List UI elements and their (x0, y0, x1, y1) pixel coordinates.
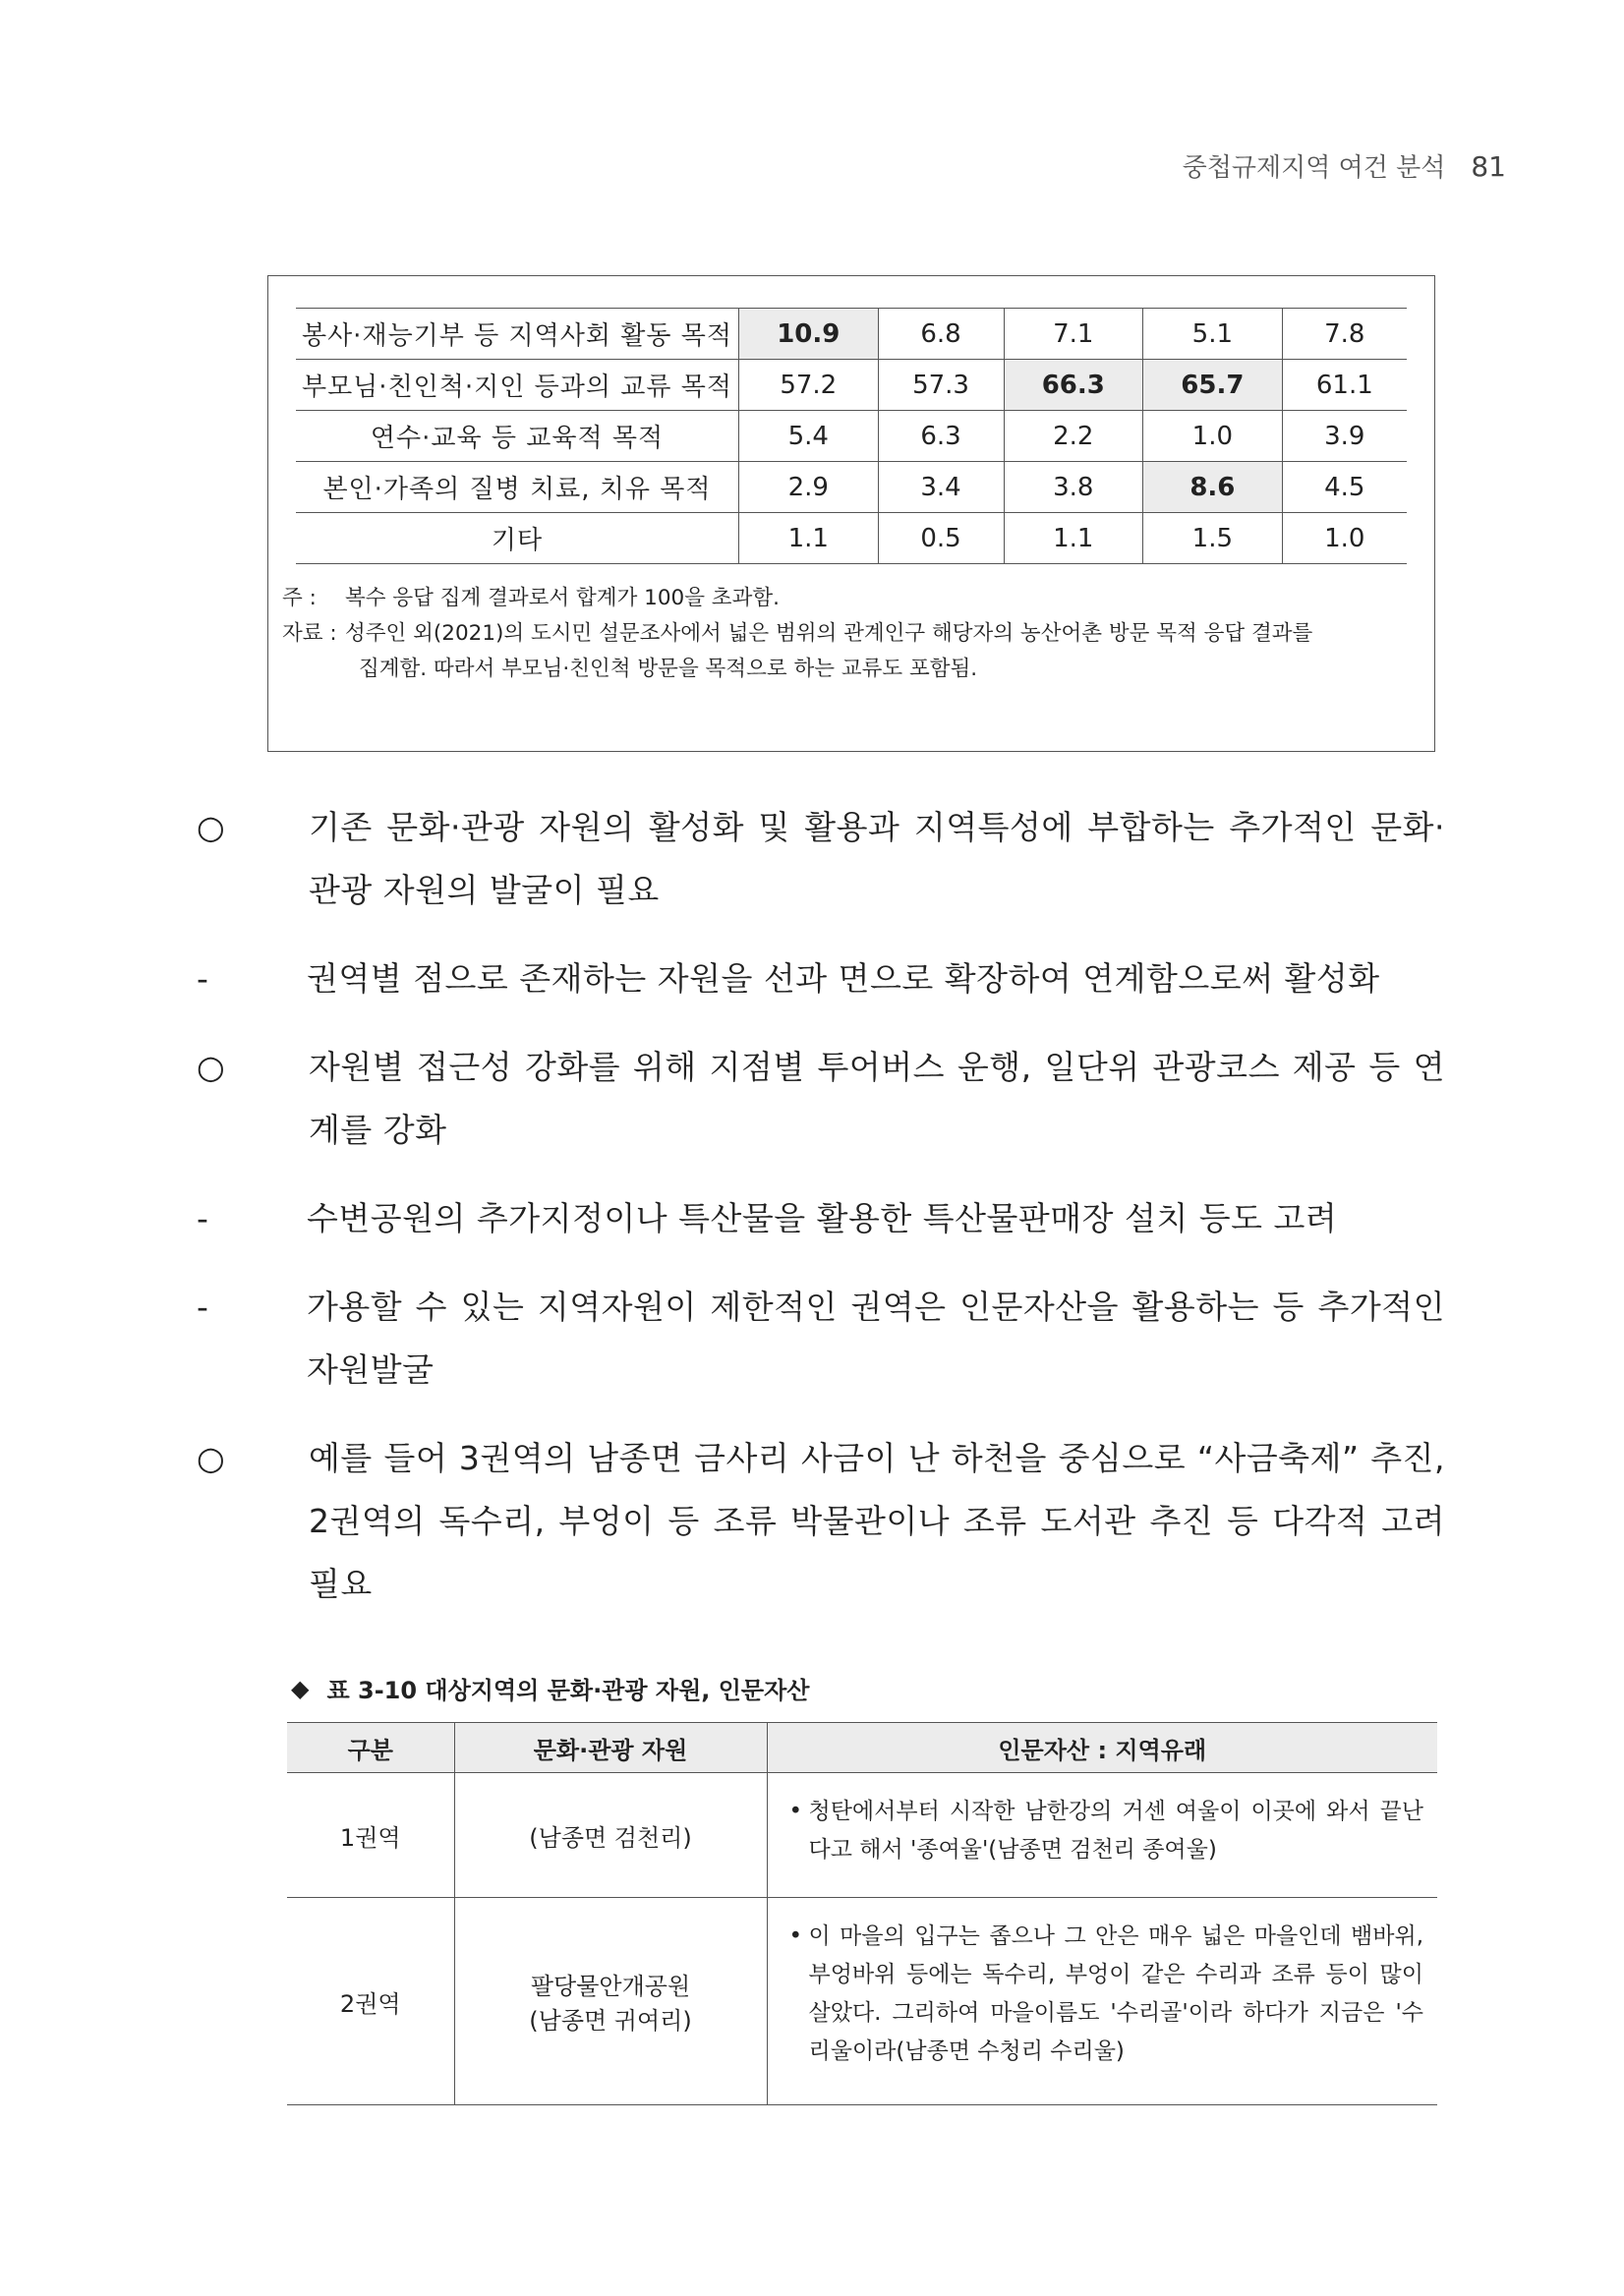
value-cell: 3.4 (878, 462, 1004, 513)
value-cell: 1.5 (1143, 513, 1283, 564)
source-text-2: 집계함. 따라서 부모님·친인척 방문을 목적으로 하는 교류도 포함됨. (359, 657, 978, 681)
page-number: 81 (1471, 150, 1506, 183)
value-cell: 7.8 (1282, 309, 1407, 360)
paragraph-6 (197, 1427, 1445, 1616)
table-row (296, 462, 1407, 513)
row-label: 봉사·재능기부 등 지역사회 활동 목적 (296, 309, 739, 360)
resource-line-2: (남종면 귀여리) (529, 2007, 692, 2035)
visit-purpose-table (296, 308, 1407, 564)
value-cell: 5.4 (739, 411, 879, 462)
paragraph-2-text: 권역별 점으로 존재하는 자원을 선과 면으로 확장하여 연계함으로써 활성화 (307, 959, 1380, 998)
row-label: 기타 (296, 513, 739, 564)
heritage-text: 청탄에서부터 시작한 남한강의 거센 여울이 이곳에 와서 끝난다고 해서 '종여울'(남종면 검천리 종여울) (808, 1799, 1423, 1863)
value-cell: 1.0 (1282, 513, 1407, 564)
note-label: 주 : (282, 586, 317, 610)
diamond-icon: ◆ (291, 1674, 310, 1702)
paragraph-5 (197, 1276, 1445, 1402)
row-label: 부모님·친인척·지인 등과의 교류 목적 (296, 360, 739, 411)
table-row (296, 360, 1407, 411)
body-text (197, 796, 1445, 1616)
paragraph-3 (197, 1036, 1445, 1162)
culture-tourism-table (287, 1722, 1437, 2105)
heritage-text: 이 마을의 입구는 좁으나 그 안은 매우 넓은 마을인데 뱀바위, 부엉바위 등에는 독수리, 부엉이 같은 수리과 조류 등이 많이 살았다. 그리하여 마을이름도 '수리골'이라 하다가 지금은 '수리울이라(남종면 수청리 수리울) (808, 1923, 1423, 2064)
source-row (282, 616, 1312, 652)
paragraph-6-text: 예를 들어 3권역의 남종면 금사리 사금이 난 하천을 중심으로 “사금축제” 추진, 2권역의 독수리, 부엉이 등 조류 박물관이나 조류 도서관 추진 등 다각적 고려 필요 (309, 1439, 1445, 1603)
paragraph-4-text: 수변공원의 추가지정이나 특산물을 활용한 특산물판매장 설치 등도 고려 (307, 1199, 1338, 1237)
table-row (296, 411, 1407, 462)
value-cell: 4.5 (1282, 462, 1407, 513)
bullet: • (788, 1923, 803, 1949)
paragraph-3-text: 자원별 접근성 강화를 위해 지점별 투어버스 운행, 일단위 관광코스 제공 등 연계를 강화 (309, 1048, 1445, 1149)
table1-notes (282, 581, 1312, 687)
resource-line-1: 팔당물안개공원 (530, 1973, 691, 2000)
bullet: • (788, 1799, 803, 1824)
region-cell: 1권역 (287, 1773, 454, 1898)
circle-marker: ○ (197, 808, 226, 846)
value-cell: 3.9 (1282, 411, 1407, 462)
heritage-cell (767, 1773, 1437, 1898)
value-cell: 57.2 (739, 360, 879, 411)
value-cell: 1.1 (1004, 513, 1143, 564)
dash-marker: - (197, 1288, 209, 1326)
table2-title (291, 1671, 809, 1705)
value-cell: 65.7 (1143, 360, 1283, 411)
table1-box (267, 275, 1435, 752)
paragraph-4 (197, 1187, 1445, 1250)
value-cell: 1.0 (1143, 411, 1283, 462)
resource-cell (454, 1898, 767, 2105)
circle-marker: ○ (197, 1048, 226, 1086)
paragraph-1-text: 기존 문화·관광 자원의 활성화 및 활용과 지역특성에 부합하는 추가적인 문화·관광 자원의 발굴이 필요 (309, 808, 1445, 909)
header-heritage: 인문자산 : 지역유래 (767, 1723, 1437, 1773)
value-cell: 1.1 (739, 513, 879, 564)
page-header (1183, 147, 1506, 184)
paragraph-2 (197, 947, 1445, 1010)
source-label: 자료 : (282, 621, 337, 646)
value-cell: 66.3 (1004, 360, 1143, 411)
row-label: 연수·교육 등 교육적 목적 (296, 411, 739, 462)
resource-line-1: (남종면 검천리) (529, 1823, 692, 1852)
value-cell: 5.1 (1143, 309, 1283, 360)
value-cell: 6.3 (878, 411, 1004, 462)
value-cell: 10.9 (739, 309, 879, 360)
value-cell: 57.3 (878, 360, 1004, 411)
dash-marker: - (197, 959, 209, 998)
table-row (287, 1773, 1437, 1898)
row-label: 본인·가족의 질병 치료, 치유 목적 (296, 462, 739, 513)
value-cell: 2.9 (739, 462, 879, 513)
value-cell: 8.6 (1143, 462, 1283, 513)
table-row (287, 1898, 1437, 2105)
value-cell: 61.1 (1282, 360, 1407, 411)
region-cell: 2권역 (287, 1898, 454, 2105)
value-cell: 0.5 (878, 513, 1004, 564)
table2-header-row (287, 1723, 1437, 1773)
note-text: 복수 응답 집계 결과로서 합계가 100을 초과함. (345, 586, 780, 610)
dash-marker: - (197, 1199, 209, 1237)
table2-title-text: 표 3-10 대상지역의 문화·관광 자원, 인문자산 (326, 1677, 810, 1704)
resource-cell (454, 1773, 767, 1898)
section-title: 중첩규제지역 여건 분석 (1182, 153, 1446, 183)
value-cell: 6.8 (878, 309, 1004, 360)
heritage-cell (767, 1898, 1437, 2105)
source-text-1: 성주인 외(2021)의 도시민 설문조사에서 넓은 범위의 관계인구 해당자의 농산어촌 방문 목적 응답 결과를 (345, 621, 1313, 646)
header-division: 구분 (287, 1723, 454, 1773)
note-row (282, 581, 1312, 616)
header-resource: 문화·관광 자원 (454, 1723, 767, 1773)
paragraph-1 (197, 796, 1445, 922)
circle-marker: ○ (197, 1439, 226, 1477)
value-cell: 7.1 (1004, 309, 1143, 360)
value-cell: 2.2 (1004, 411, 1143, 462)
table-row (296, 309, 1407, 360)
paragraph-5-text: 가용할 수 있는 지역자원이 제한적인 권역은 인문자산을 활용하는 등 추가적인 자원발굴 (307, 1288, 1445, 1389)
value-cell: 3.8 (1004, 462, 1143, 513)
table-row (296, 513, 1407, 564)
